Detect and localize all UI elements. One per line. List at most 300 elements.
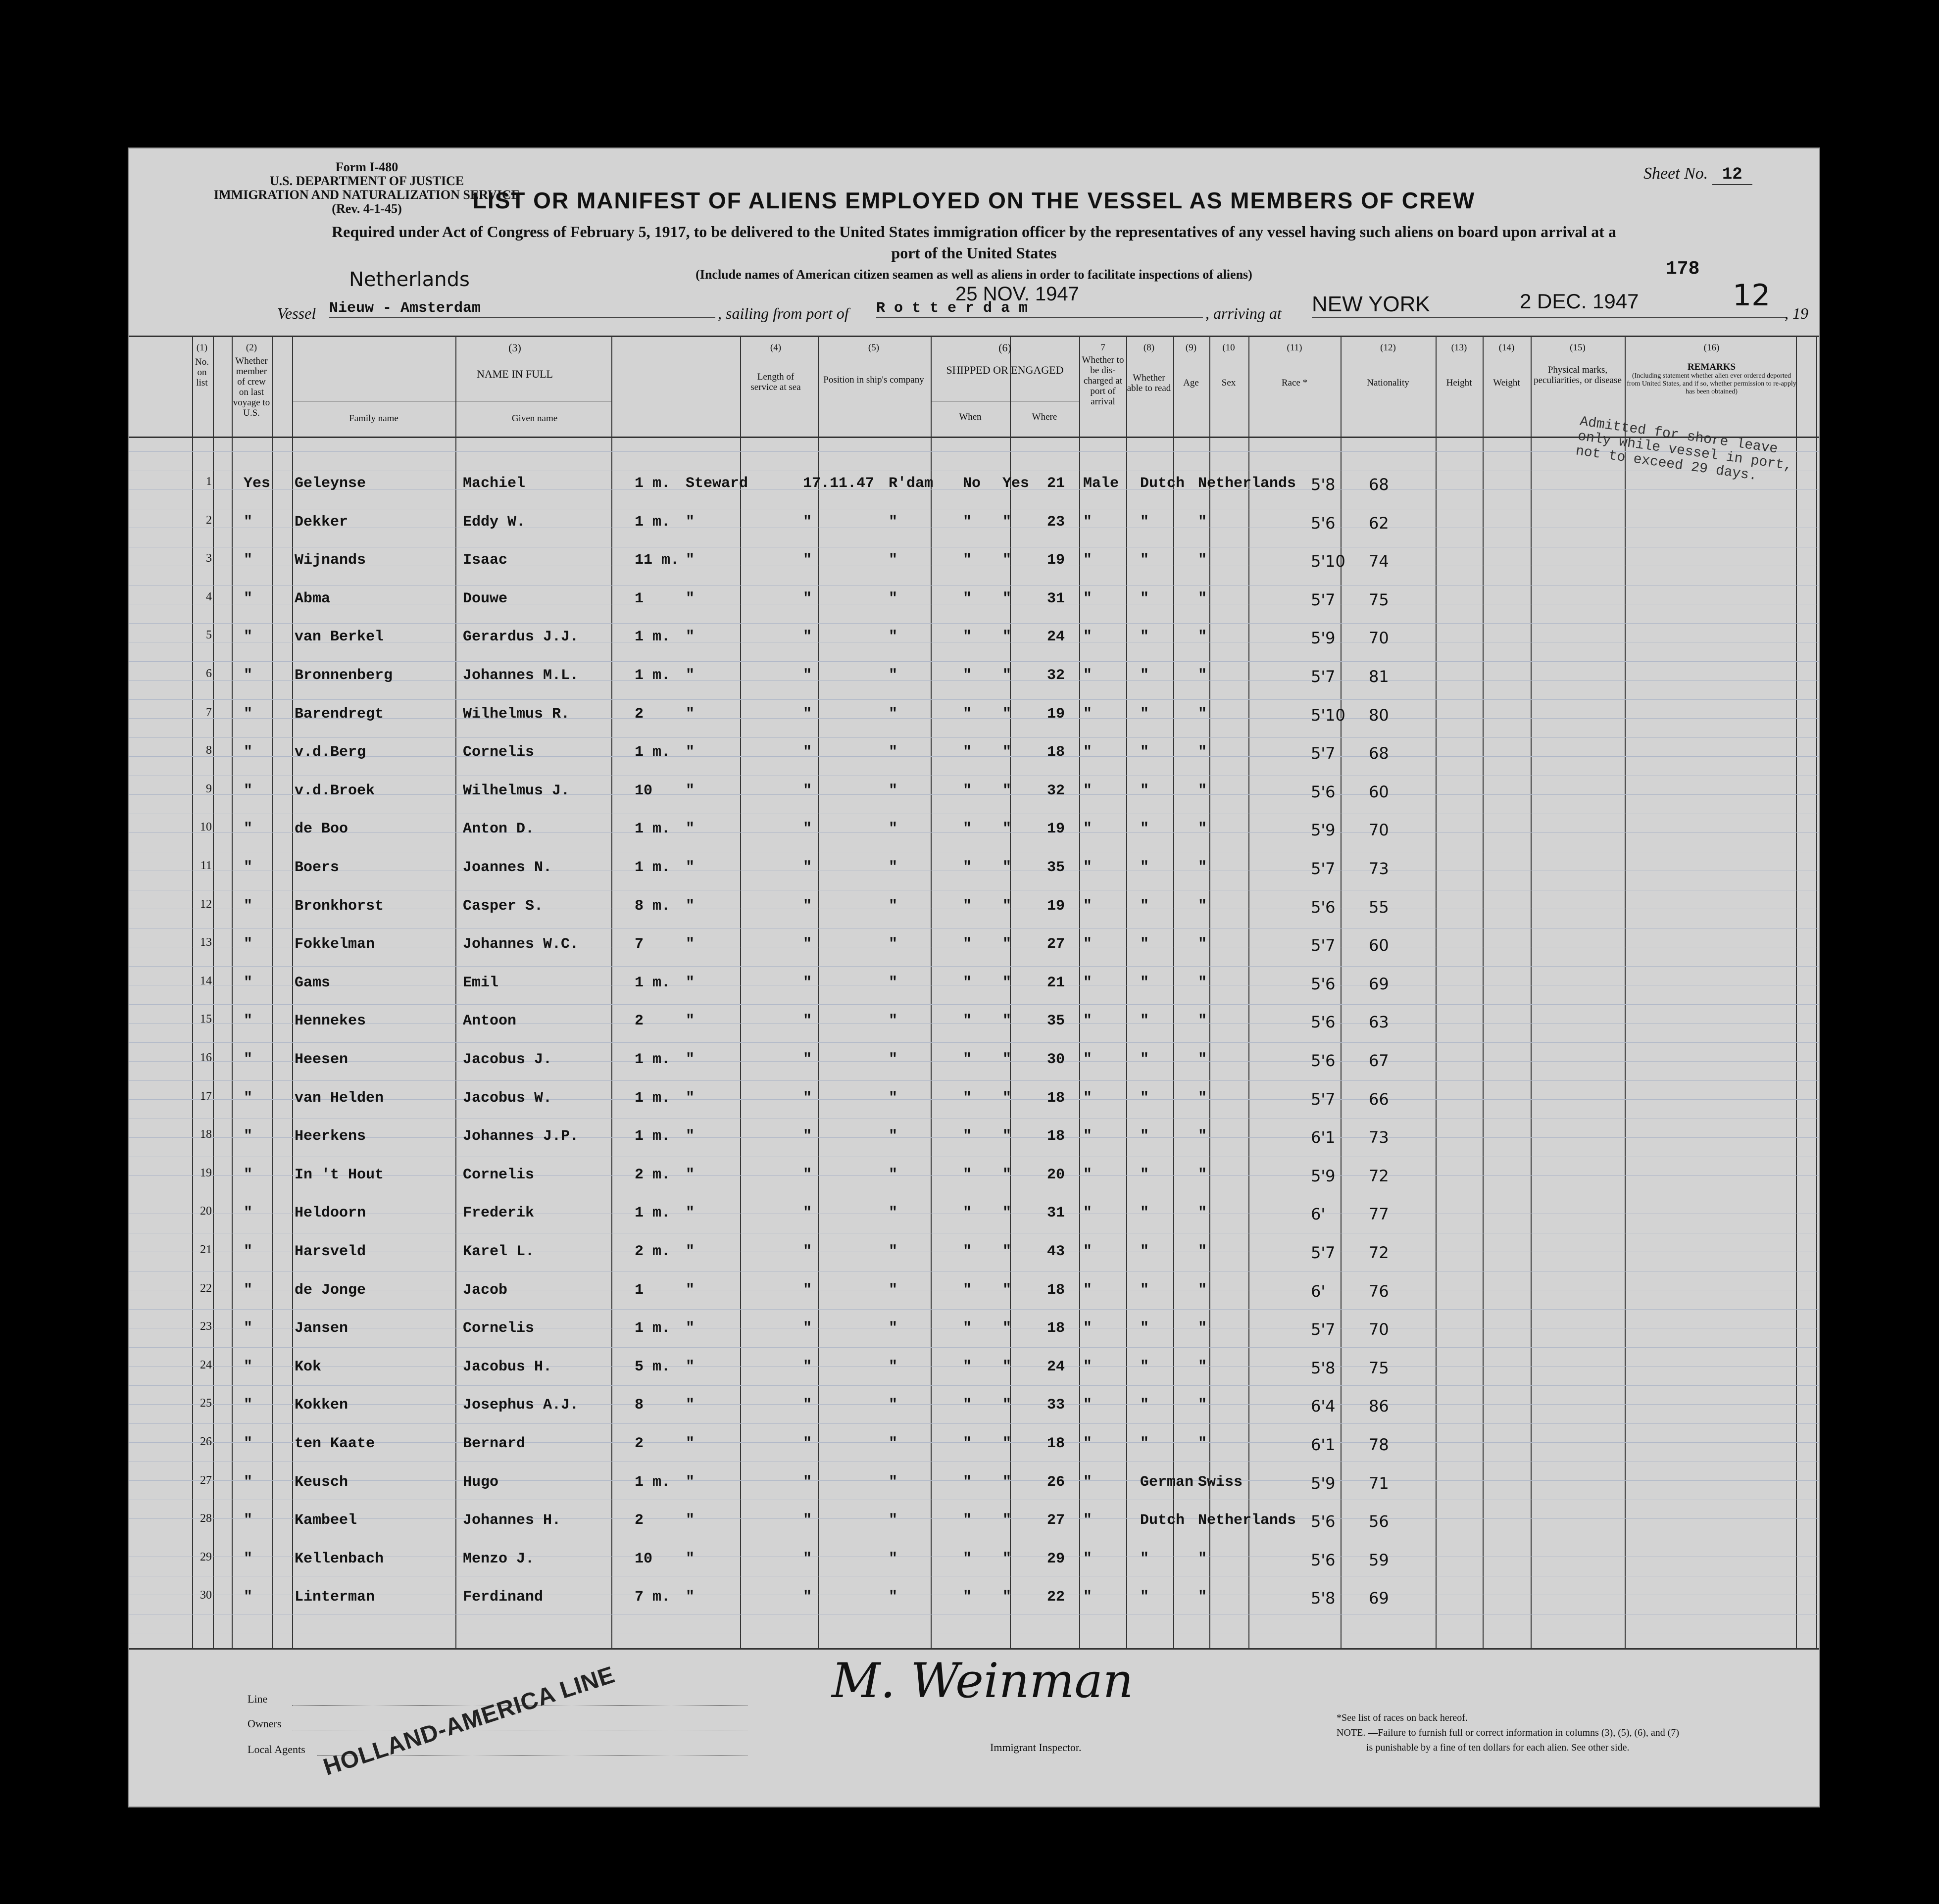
cell-read: " (1002, 1358, 1012, 1375)
year-label: , 19 (1785, 304, 1808, 322)
cell-where: " (889, 936, 898, 953)
cell-discharged: " (963, 1512, 972, 1529)
cell-discharged: " (963, 1089, 972, 1107)
cell-race: " (1140, 1281, 1149, 1299)
cell-position: " (686, 1435, 695, 1452)
col-num: (13) (1451, 342, 1467, 353)
cell-race: " (1140, 513, 1149, 531)
col-num: (14) (1498, 342, 1515, 353)
col-label: Race * (1281, 378, 1308, 388)
cell-last-voyage: " (244, 1281, 253, 1299)
col-label: SHIPPED OR ENGAGED (946, 364, 1064, 376)
arrival-port: NEW YORK (1312, 292, 1787, 318)
cell-nationality: " (1198, 782, 1207, 799)
cell-service: 1 m. (635, 1089, 671, 1107)
col-label: Position in ship's company (823, 375, 924, 385)
column-rule (1436, 336, 1437, 1648)
cell-sex: " (1083, 897, 1093, 915)
cell-height: 5'6 (1311, 1051, 1336, 1070)
cell-race: " (1140, 782, 1149, 799)
col-header-shipped (931, 342, 1079, 375)
row-number: 18 (200, 1128, 212, 1141)
cell-given-name: Isaac (463, 552, 508, 569)
cell-position: " (686, 936, 695, 953)
cell-weight: 67 (1369, 1051, 1389, 1070)
ruled-line (129, 1061, 1819, 1062)
cell-sex: " (1083, 1320, 1093, 1337)
cell-read: " (1002, 936, 1012, 953)
cell-discharged: " (963, 897, 972, 915)
cell-given-name: Eddy W. (463, 513, 526, 531)
col-header-when: When (959, 412, 982, 422)
cell-discharged: " (963, 1243, 972, 1260)
cell-sex: " (1083, 1550, 1093, 1567)
col-label: Length of service at sea (750, 372, 801, 392)
cell-last-voyage: " (244, 705, 253, 723)
flag-handwritten: Netherlands (349, 268, 470, 291)
cell-nationality: " (1198, 1128, 1207, 1145)
column-rule (611, 336, 612, 1648)
cell-service: 7 (635, 936, 644, 953)
ruled-line (129, 451, 1819, 452)
cell-where: " (889, 1205, 898, 1222)
cell-age: 35 (1047, 859, 1065, 876)
cell-last-voyage: " (244, 859, 253, 876)
cell-weight: 71 (1369, 1473, 1389, 1493)
form-dept: U.S. DEPARTMENT OF JUSTICE (269, 174, 464, 188)
cell-height: 5'6 (1311, 782, 1336, 801)
cell-where: " (889, 1435, 898, 1452)
cell-read: " (1002, 821, 1012, 838)
cell-discharged: " (963, 782, 972, 799)
cell-discharged: " (963, 1205, 972, 1222)
cell-when: " (803, 1013, 812, 1030)
cell-read: " (1002, 629, 1012, 646)
cell-sex: " (1083, 667, 1093, 684)
cell-given-name: Johannes M.L. (463, 667, 579, 684)
cell-age: 30 (1047, 1051, 1065, 1068)
cell-age: 23 (1047, 513, 1065, 531)
col-header-name (292, 342, 738, 379)
cell-family-name: Kambeel (295, 1512, 357, 1529)
cell-sex: " (1083, 1397, 1093, 1414)
cell-nationality: " (1198, 667, 1207, 684)
col-header-height (1436, 342, 1483, 388)
cell-last-voyage: " (244, 667, 253, 684)
row-number: 29 (200, 1550, 212, 1563)
ruled-line (129, 756, 1819, 757)
cell-last-voyage: " (244, 1550, 253, 1567)
cell-weight: 68 (1369, 475, 1389, 494)
cell-weight: 55 (1369, 897, 1389, 917)
cell-discharged: " (963, 629, 972, 646)
cell-height: 5'10 (1311, 552, 1345, 571)
cell-last-voyage: " (244, 1166, 253, 1183)
form-service: IMMIGRATION AND NATURALIZATION SERVICE (214, 188, 520, 202)
row-number: 10 (200, 821, 212, 834)
cell-where: " (889, 859, 898, 876)
cell-position: " (686, 782, 695, 799)
cell-read: " (1002, 552, 1012, 569)
cell-sex: " (1083, 1051, 1093, 1068)
cell-family-name: Dekker (295, 513, 348, 531)
cell-position: " (686, 552, 695, 569)
ruled-line (129, 1518, 1819, 1519)
cell-age: 32 (1047, 782, 1065, 799)
col-header-last-voyage (233, 342, 270, 418)
cell-height: 5'7 (1311, 667, 1336, 686)
col-num: (4) (770, 342, 782, 353)
cell-discharged: " (963, 859, 972, 876)
cell-race: " (1140, 1205, 1149, 1222)
cell-age: 19 (1047, 897, 1065, 915)
cell-where: " (889, 1243, 898, 1260)
cell-sex: " (1083, 1243, 1093, 1260)
cell-discharged: " (963, 1358, 972, 1375)
cell-when: " (803, 744, 812, 761)
row-number: 9 (206, 782, 212, 795)
ruled-line (129, 1404, 1819, 1405)
cell-service: 2 (635, 1435, 644, 1452)
cell-read: " (1002, 974, 1012, 991)
cell-nationality: " (1198, 1435, 1207, 1452)
cell-nationality: " (1198, 1205, 1207, 1222)
cell-position: " (686, 1397, 695, 1414)
cell-given-name: Jacobus H. (463, 1358, 552, 1375)
cell-sex: " (1083, 1205, 1093, 1222)
cell-position: " (686, 859, 695, 876)
column-rule (1483, 336, 1484, 1648)
cell-weight: 74 (1369, 552, 1389, 571)
cell-given-name: Johannes W.C. (463, 936, 579, 953)
cell-family-name: Fokkelman (295, 936, 375, 953)
col-num: (15) (1570, 342, 1586, 353)
cell-position: Steward (686, 475, 748, 492)
cell-where: " (889, 1320, 898, 1337)
cell-sex: " (1083, 590, 1093, 607)
cell-weight: 78 (1369, 1435, 1389, 1454)
col-num: (2) (246, 342, 257, 353)
cell-where: " (889, 744, 898, 761)
cell-sex: " (1083, 1435, 1093, 1452)
cell-read: " (1002, 782, 1012, 799)
manifest-sheet (128, 147, 1820, 1807)
col-label: Whether able to read (1127, 373, 1171, 393)
sheet-number (1643, 164, 1752, 184)
cell-family-name: Kokken (295, 1397, 348, 1414)
cell-service: 1 m. (635, 744, 671, 761)
cell-family-name: Hennekes (295, 1013, 366, 1030)
col-num: (16) (1703, 342, 1720, 353)
cell-nationality: " (1198, 1281, 1207, 1299)
cell-discharged: " (963, 552, 972, 569)
cell-given-name: Wilhelmus R. (463, 705, 570, 723)
cell-weight: 59 (1369, 1550, 1389, 1569)
cell-sex: " (1083, 782, 1093, 799)
cell-last-voyage: " (244, 1013, 253, 1030)
cell-given-name: Emil (463, 974, 499, 991)
cell-when: " (803, 513, 812, 531)
cell-age: 31 (1047, 1205, 1065, 1222)
col-label: REMARKS (1687, 362, 1736, 372)
cell-family-name: ten Kaate (295, 1435, 375, 1452)
sailing-date-stamp: 25 NOV. 1947 (955, 283, 1079, 305)
cell-family-name: van Berkel (295, 629, 384, 646)
cell-last-voyage: " (244, 1051, 253, 1068)
row-number: 26 (200, 1435, 212, 1448)
ruled-line (129, 1080, 1819, 1081)
cell-read: " (1002, 744, 1012, 761)
cell-where: " (889, 897, 898, 915)
cell-race: " (1140, 1589, 1149, 1606)
sheet-number-label: Sheet No. (1643, 164, 1708, 183)
cell-family-name: de Boo (295, 821, 348, 838)
cell-service: 1 m. (635, 629, 671, 646)
cell-service: 1 m. (635, 1128, 671, 1145)
sheet-number-value: 12 (1712, 165, 1752, 185)
cell-given-name: Anton D. (463, 821, 535, 838)
cell-sex: " (1083, 1512, 1093, 1529)
cell-read: " (1002, 1166, 1012, 1183)
cell-last-voyage: " (244, 552, 253, 569)
cell-position: " (686, 629, 695, 646)
inspector-label: Immigrant Inspector. (990, 1741, 1082, 1754)
cell-sex: Male (1083, 475, 1119, 492)
cell-discharged: " (963, 821, 972, 838)
footer-agents-label: Local Agents (248, 1743, 305, 1756)
col-header-race (1248, 342, 1341, 388)
cell-service: 1 m. (635, 513, 671, 531)
row-number: 23 (200, 1320, 212, 1333)
cell-when: " (803, 821, 812, 838)
cell-last-voyage: " (244, 1128, 253, 1145)
cell-height: 5'8 (1311, 1358, 1336, 1377)
cell-position: " (686, 590, 695, 607)
col-header-given-name: Given name (511, 413, 558, 424)
page-subtitle: Required under Act of Congress of February 5, 1917, to be delivered to the United States immigration officer by the representatives of any vessel having such aliens on board upon arrival at a (332, 223, 1616, 241)
cell-where: " (889, 821, 898, 838)
cell-where: " (889, 1013, 898, 1030)
cell-height: 5'6 (1311, 897, 1336, 917)
cell-height: 5'7 (1311, 1320, 1336, 1339)
cell-family-name: van Helden (295, 1089, 384, 1107)
cell-race: " (1140, 1320, 1149, 1337)
cell-age: 19 (1047, 552, 1065, 569)
col-num: (5) (868, 342, 880, 353)
cell-when: " (803, 1589, 812, 1606)
cell-nationality: " (1198, 1013, 1207, 1030)
cell-service: 2 (635, 705, 644, 723)
col-header-family-name: Family name (349, 413, 398, 424)
column-rule (1625, 336, 1626, 1648)
cell-read: " (1002, 1320, 1012, 1337)
cell-given-name: Wilhelmus J. (463, 782, 570, 799)
row-number: 27 (200, 1473, 212, 1487)
cell-read: " (1002, 1589, 1012, 1606)
cell-when: " (803, 705, 812, 723)
cell-last-voyage: " (244, 1205, 253, 1222)
col-header-remarks (1626, 342, 1797, 396)
cell-nationality: " (1198, 859, 1207, 876)
cell-read: " (1002, 1051, 1012, 1068)
cell-height: 5'7 (1311, 1243, 1336, 1262)
cell-position: " (686, 1243, 695, 1260)
cell-discharged: " (963, 667, 972, 684)
col-num: (1) (196, 342, 208, 353)
cell-when: " (803, 1243, 812, 1260)
cell-family-name: Heldoorn (295, 1205, 366, 1222)
cell-last-voyage: " (244, 1358, 253, 1375)
cell-age: 18 (1047, 1281, 1065, 1299)
cell-service: 1 m. (635, 667, 671, 684)
col-label: Sex (1221, 378, 1236, 388)
ruled-line (129, 1004, 1819, 1005)
cell-nationality: " (1198, 1166, 1207, 1183)
cell-discharged: " (963, 1128, 972, 1145)
cell-service: 5 m. (635, 1358, 671, 1375)
cell-family-name: Wijnands (295, 552, 366, 569)
cell-given-name: Johannes H. (463, 1512, 561, 1529)
row-number: 19 (200, 1166, 212, 1179)
row-number: 1 (206, 475, 212, 488)
cell-when: " (803, 782, 812, 799)
cell-where: " (889, 1512, 898, 1529)
cell-last-voyage: " (244, 1435, 253, 1452)
cell-sex: " (1083, 513, 1093, 531)
cell-weight: 77 (1369, 1205, 1389, 1224)
column-rule (1816, 336, 1817, 1648)
cell-when: " (803, 1281, 812, 1299)
cell-when: " (803, 859, 812, 876)
cell-sex: " (1083, 821, 1093, 838)
cell-age: 18 (1047, 744, 1065, 761)
cell-height: 6'1 (1311, 1128, 1336, 1147)
row-rule (129, 437, 1819, 438)
cell-discharged: " (963, 1397, 972, 1414)
col-header-physical-marks (1531, 342, 1625, 386)
cell-read: " (1002, 1435, 1012, 1452)
cell-position: " (686, 744, 695, 761)
cell-weight: 72 (1369, 1243, 1389, 1262)
cell-position: " (686, 1550, 695, 1567)
cell-sex: " (1083, 1166, 1093, 1183)
note-penalty-1: NOTE. —Failure to furnish full or correct information in columns (3), (5), (6), and (7) (1337, 1727, 1680, 1738)
cell-family-name: v.d.Broek (295, 782, 375, 799)
col-header-discharged (1080, 342, 1126, 407)
cell-height: 5'6 (1311, 1013, 1336, 1032)
vessel-name: Nieuw - Amsterdam (329, 300, 715, 318)
cell-family-name: Barendregt (295, 705, 384, 723)
column-rule (1796, 336, 1797, 1648)
ruled-line (129, 1137, 1819, 1138)
cell-race: German (1140, 1473, 1194, 1491)
cell-weight: 66 (1369, 1089, 1389, 1109)
column-rule (1173, 336, 1174, 1648)
cell-where: " (889, 1358, 898, 1375)
col-label: No. on list (195, 357, 209, 388)
cell-height: 5'7 (1311, 936, 1336, 955)
column-rule (192, 336, 193, 1648)
cell-weight: 60 (1369, 936, 1389, 955)
cell-where: " (889, 1589, 898, 1606)
col-num: (11) (1287, 342, 1302, 353)
cell-position: " (686, 1589, 695, 1606)
cell-race: " (1140, 1243, 1149, 1260)
cell-race: " (1140, 821, 1149, 838)
cell-last-voyage: " (244, 1589, 253, 1606)
cell-height: 6' (1311, 1205, 1326, 1224)
cell-race: " (1140, 1397, 1149, 1414)
note-penalty-2: is punishable by a fine of ten dollars for each alien. See other side. (1366, 1742, 1630, 1753)
cell-race: Dutch (1140, 1512, 1185, 1529)
cell-race: " (1140, 1051, 1149, 1068)
cell-weight: 68 (1369, 744, 1389, 763)
cell-nationality: " (1198, 513, 1207, 531)
cell-where: " (889, 1128, 898, 1145)
cell-given-name: Cornelis (463, 1320, 535, 1337)
cell-service: 1 m. (635, 821, 671, 838)
cell-nationality: Swiss (1198, 1473, 1243, 1491)
cell-family-name: Heesen (295, 1051, 348, 1068)
cell-family-name: Gams (295, 974, 331, 991)
ruled-line (129, 661, 1819, 662)
cell-position: " (686, 1128, 695, 1145)
page-title: LIST OR MANIFEST OF ALIENS EMPLOYED ON THE VESSEL AS MEMBERS OF CREW (472, 188, 1476, 213)
row-number: 15 (200, 1013, 212, 1026)
cell-height: 5'6 (1311, 513, 1336, 533)
cell-discharged: " (963, 744, 972, 761)
row-rule (129, 1648, 1819, 1650)
cell-height: 5'9 (1311, 629, 1336, 648)
cell-position: " (686, 1205, 695, 1222)
cell-family-name: Harsveld (295, 1243, 366, 1260)
row-number: 14 (200, 974, 212, 987)
cell-given-name: Frederik (463, 1205, 535, 1222)
cell-height: 6'1 (1311, 1435, 1336, 1454)
cell-age: 43 (1047, 1243, 1065, 1260)
cell-given-name: Antoon (463, 1013, 517, 1030)
cell-given-name: Karel L. (463, 1243, 535, 1260)
cell-race: " (1140, 974, 1149, 991)
cell-weight: 70 (1369, 629, 1389, 648)
cell-service: 11 m. (635, 552, 680, 569)
cell-when: " (803, 1397, 812, 1414)
cell-discharged: " (963, 1589, 972, 1606)
cell-service: 10 (635, 1550, 653, 1567)
cell-service: 1 (635, 1281, 644, 1299)
cell-position: " (686, 1281, 695, 1299)
column-rule (740, 336, 741, 1648)
row-number: 17 (200, 1089, 212, 1103)
cell-weight: 69 (1369, 1589, 1389, 1608)
column-rule (232, 336, 233, 1648)
cell-discharged: " (963, 513, 972, 531)
cell-service: 1 m. (635, 1051, 671, 1068)
cell-sex: " (1083, 859, 1093, 876)
cell-discharged: " (963, 1166, 972, 1183)
row-number: 3 (206, 552, 212, 565)
cell-discharged: " (963, 936, 972, 953)
shore-leave-stamp: Admitted for shore leave only while vessel in port, not to exceed 29 days. (1575, 414, 1793, 485)
vessel-label: Vessel (277, 304, 316, 322)
line-stamp: HOLLAND-AMERICA LINE (320, 1661, 618, 1781)
cell-sex: " (1083, 1089, 1093, 1107)
cell-when: " (803, 1128, 812, 1145)
cell-nationality: " (1198, 1589, 1207, 1606)
cell-last-voyage: " (244, 629, 253, 646)
cell-where: " (889, 667, 898, 684)
cell-last-voyage: " (244, 1089, 253, 1107)
